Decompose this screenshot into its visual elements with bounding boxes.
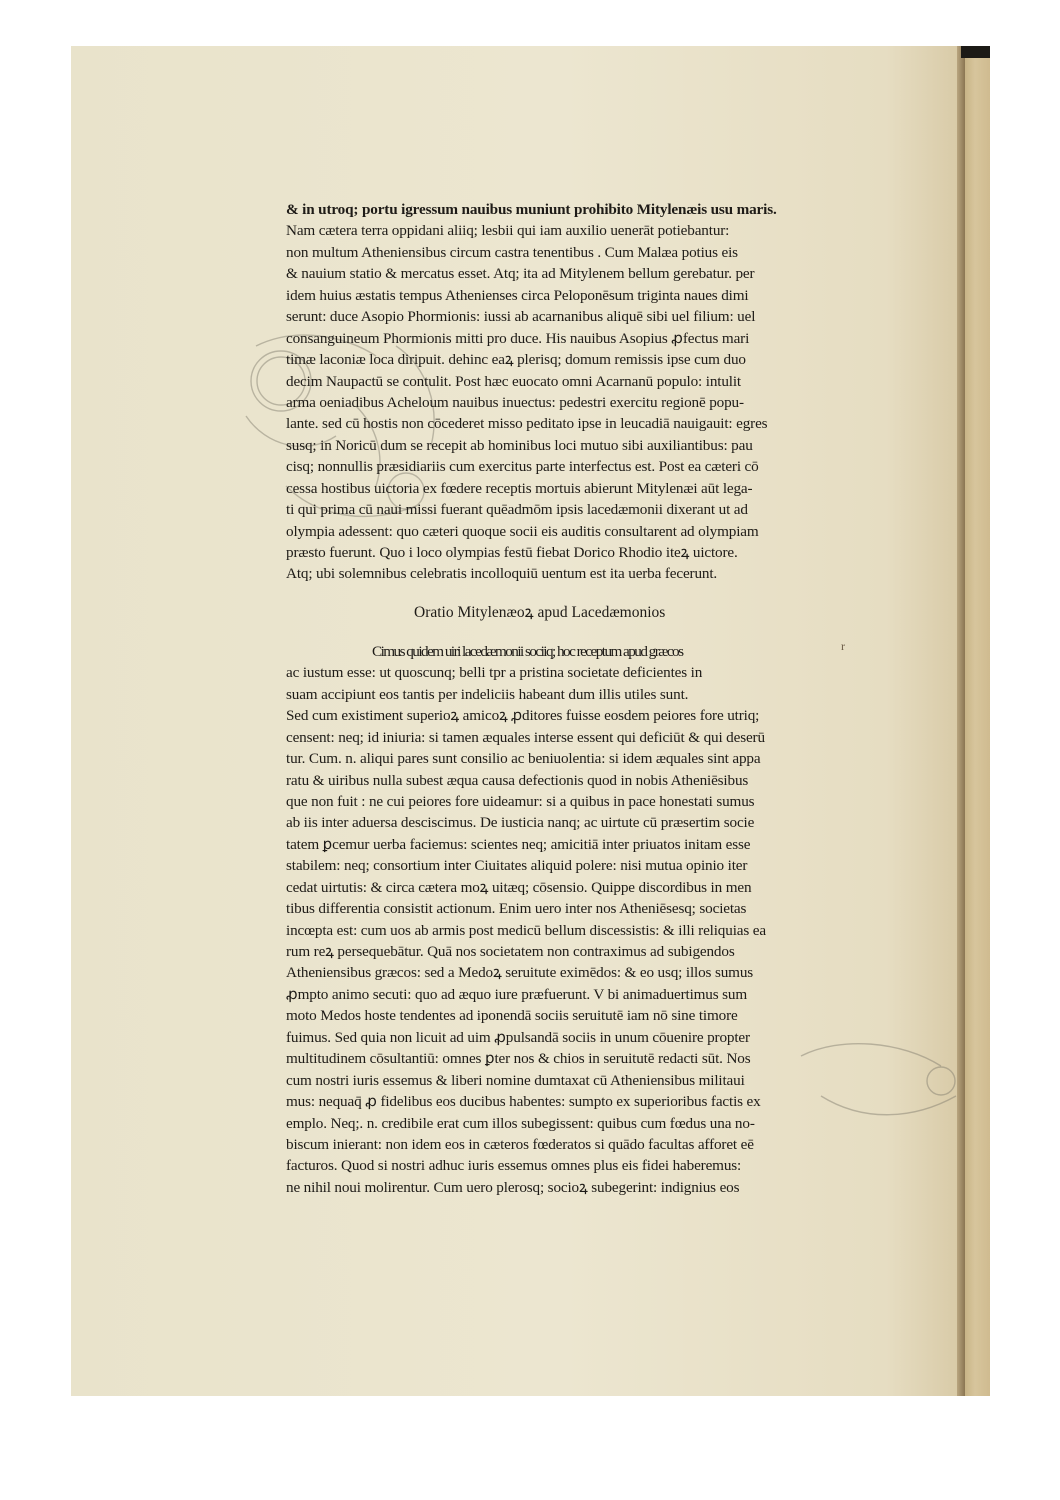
text-line: rum reꝝ persequebātur. Quā nos societatem non contraximus ad subigendos xyxy=(286,943,735,960)
text-line: mus: nequaq̄ ꝓ fidelibus eos ducibus habentes: sumpto ex superioribus factis ex xyxy=(286,1093,761,1111)
margin-mark: r xyxy=(841,639,845,653)
text-line: consanguineum Phormionis mitti pro duce. His nauibus Asopius ꝓfectus mari xyxy=(286,329,750,347)
text-line: ratu & uiribus nulla subest æqua causa defectionis quod in nobis Atheniēsibus xyxy=(286,771,749,789)
text-line: Nam cætera terra oppidani aliiq; lesbii qui iam auxilio uenerāt potiebantur: xyxy=(286,222,730,240)
facing-page-edge xyxy=(965,46,990,1396)
text-line: cum nostri iuris essemus & liberi nomine dumtaxat cū Atheniensibus militaui xyxy=(286,1071,745,1089)
scanned-page-photo xyxy=(71,46,990,1396)
text-line: moto Medos hoste tendentes ad iponendā sociis seruitutē iam nō sine timore xyxy=(286,1007,738,1025)
book-spine-gutter xyxy=(957,46,965,1396)
text-line: ꝓmpto animo secuti: quo ad æquo iure præfuerunt. V bi animaduertimus sum xyxy=(286,985,748,1003)
text-line: tibus differentia consistit actionum. Enim uero inter nos Atheniēsesq; societas xyxy=(286,900,747,918)
text-line: Cimus quidem uiri lacedæmonii sociiq; hoc receptum apud græcos xyxy=(372,642,683,660)
text-line: cessa hostibus uictoria ex fœdere receptis mortuis abierunt Mitylenæi aūt lega- xyxy=(286,479,753,497)
text-line: tatem ꝑcemur uerba faciemus: scientes neq; amicitiā inter priuatos initam esse xyxy=(286,835,751,853)
text-line: Atq; ubi solemnibus celebratis incolloquiū uentum est ita uerba fecerunt. xyxy=(286,565,718,583)
background-corner xyxy=(961,46,990,58)
section-heading: Oratio Mitylenæoꝝ apud Lacedæmonios xyxy=(414,603,666,621)
text-line: non multum Atheniensibus circum castra tenentibus . Cum Malæa potius eis xyxy=(286,243,738,261)
text-line: & nauium statio & mercatus esset. Atq; ita ad Mitylenem bellum gerebatur. per xyxy=(286,265,755,283)
text-line: que non fuit : ne cui peiores fore uideamur: si a quibus in pace honestati sumus xyxy=(286,792,755,810)
text-line: tur. Cum. n. aliqui pares sunt consilio ac beniuolentia: si idem æquales sint appa xyxy=(286,750,761,768)
text-line: facturos. Quod si nostri adhuc iuris essemus omnes plus eis fidei haberemus: xyxy=(286,1157,742,1175)
narrative-paragraph xyxy=(286,199,951,585)
text-line: Sed cum existiment superioꝝ amicoꝝ ꝓditores fuisse eosdem peiores fore utriq; xyxy=(286,707,760,725)
text-line: ac iustum esse: ut quoscunq; belli tpr a pristina societate deficientes in xyxy=(286,664,703,682)
text-line: olympia adessent: quo cæteri quoque socii eis auditis consultarent ad olympiam xyxy=(286,522,759,540)
text-line: suam accipiunt eos tantis per indeliciis habeant dum illis utiles sunt. xyxy=(286,685,689,703)
text-line: lante. sed cū hostis non cōcederet misso peditato ipse in leucadiā nauigauit: egres xyxy=(286,415,768,433)
speech-text xyxy=(286,641,951,1198)
text-line: serunt: duce Asopio Phormionis: iussi ab acarnanibus aliquē sibi uel filium: uel xyxy=(286,308,756,326)
text-line: cisq; nonnullis præsidiariis cum exercitus parte interfectus est. Post ea cæteri cō xyxy=(286,458,759,476)
text-line: incœpta est: cum uos ab armis post medicū bellum discessistis: & illi reliquias ea xyxy=(286,921,766,939)
text-line: decim Naupactū se contulit. Post hæc euocato omni Acarnanū populo: intulit xyxy=(286,372,741,390)
text-line: fuimus. Sed quia non licuit ad uim ꝓpulsandā sociis in unum cōuenire propter xyxy=(286,1028,750,1046)
text-line: timæ laconiæ loca diripuit. dehinc eaꝝ plerisq; domum remissis ipse cum duo xyxy=(286,351,746,369)
text-line: ne nihil noui molirentur. Cum uero plerosq; socioꝝ subegerint: indignius eos xyxy=(286,1178,740,1196)
text-line: cedat uirtutis: & circa cætera moꝝ uitæq; cōsensio. Quippe discordibus in men xyxy=(286,878,752,896)
text-line: ab iis inter aduersa desciscimus. De iusticia nanq; ac uirtute cū præsertim socie xyxy=(286,814,755,832)
text-line: stabilem: neq; consortium inter Ciuitates aliquid polere: nisi mutua opinio iter xyxy=(286,857,748,875)
text-line: Atheniensibus græcos: sed a Medoꝝ seruitute eximēdos: & eo usq; illos sumus xyxy=(286,964,754,982)
text-line: arma oeniadibus Acheloum nauibus inuectus: pedestri exercitu regionē popu- xyxy=(286,393,744,411)
text-line: præsto fuerunt. Quo i loco olympias festū fiebat Dorico Rhodio iteꝝ uictore. xyxy=(286,544,738,561)
text-line: susq; in Noricū dum se recepit ab hominibus loci mutuo sibi auxiliantibus: pau xyxy=(286,436,753,454)
text-line: emplo. Neq;. n. credibile erat cum illos subegissent: quibus cum fœdus una no- xyxy=(286,1114,755,1132)
printed-text-block xyxy=(286,199,951,1198)
text-line: ti qui prima cū naui missi fuerant quēadmōm ipsis lacedæmonii dixerant ut ad xyxy=(286,501,748,519)
text-line: censent: neq; id iniuria: si tamen æquales interse essent qui deficiūt & qui deserū xyxy=(286,728,765,746)
text-line: multitudinem cōsultantiū: omnes ꝑter nos & chios in seruitutē redacti sūt. Nos xyxy=(286,1050,751,1068)
text-line: idem huius æstatis tempus Athenienses circa Peloponēsum triginta naues dimi xyxy=(286,286,749,304)
text-line: & in utroq; portu igressum nauibus muniunt prohibito Mitylenæis usu maris. xyxy=(286,201,777,218)
text-line: biscum inierant: non idem eos in cæteros fœderatos si quādo facultas afforet eē xyxy=(286,1135,754,1153)
